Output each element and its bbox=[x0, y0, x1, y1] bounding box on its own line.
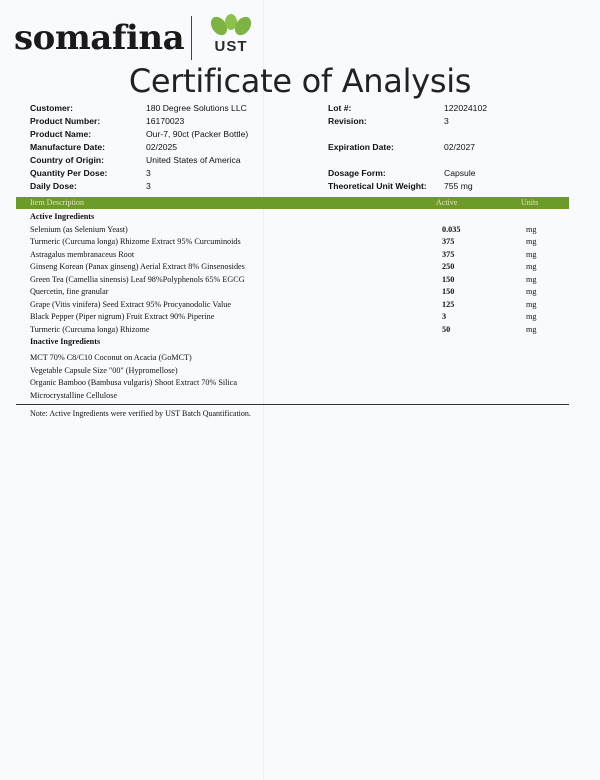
info-value: 122024102 bbox=[444, 103, 488, 113]
info-label: Quantity Per Dose: bbox=[30, 168, 108, 178]
ingredient-name: Astragalus membranaceus Root bbox=[30, 249, 135, 259]
info-value: United States of America bbox=[146, 155, 241, 165]
info-value: Our-7, 90ct (Packer Bottle) bbox=[146, 129, 249, 139]
info-value: 02/2025 bbox=[146, 142, 178, 152]
table-header-bar bbox=[16, 197, 569, 209]
active-amount: 50 bbox=[442, 324, 451, 334]
unit: mg bbox=[526, 249, 537, 259]
ingredient-name: Vegetable Capsule Size "00" (Hypromellose) bbox=[30, 365, 178, 375]
ingredient-name: MCT 70% C8/C10 Coconut on Acacia (GoMCT) bbox=[30, 353, 192, 362]
info-label: Lot #: bbox=[328, 103, 352, 113]
ingredient-name: Turmeric (Curcuma longa) Rhizome Extract 95% Curcuminoids bbox=[30, 237, 241, 246]
unit: mg bbox=[526, 262, 537, 271]
page-title: Certificate of Analysis bbox=[128, 62, 472, 100]
info-label: Daily Dose: bbox=[30, 181, 77, 191]
info-label: Manufacture Date: bbox=[30, 142, 105, 152]
info-label: Expiration Date: bbox=[328, 142, 394, 152]
unit: mg bbox=[526, 324, 537, 334]
unit: mg bbox=[526, 312, 537, 321]
unit: mg bbox=[526, 237, 537, 246]
header-active: Active bbox=[436, 198, 458, 207]
info-label: Product Name: bbox=[30, 129, 92, 139]
brand-logo: somafina bbox=[14, 18, 185, 58]
info-value: 3 bbox=[146, 181, 151, 191]
ingredient-name: Turmeric (Curcuma longa) Rhizome bbox=[30, 324, 150, 334]
info-value: 16170023 bbox=[146, 116, 185, 126]
unit: mg bbox=[526, 274, 537, 284]
info-label: Customer: bbox=[30, 103, 73, 113]
ingredient-name: Microcrystalline Cellulose bbox=[30, 390, 118, 400]
info-label: Dosage Form: bbox=[328, 168, 386, 178]
active-amount: 0.035 bbox=[442, 224, 461, 234]
header-units: Units bbox=[521, 198, 539, 207]
ingredient-name: Organic Bamboo (Bambusa vulgaris) Shoot Extract 70% Silica bbox=[30, 378, 237, 387]
unit: mg bbox=[526, 299, 537, 309]
ust-logo-text: UST bbox=[214, 38, 248, 55]
active-amount: 375 bbox=[442, 249, 455, 259]
active-amount: 250 bbox=[442, 262, 455, 271]
verification-note: Note: Active Ingredients were verified by UST Batch Quantification. bbox=[30, 409, 251, 418]
active-amount: 150 bbox=[442, 274, 455, 284]
active-amount: 150 bbox=[442, 287, 455, 296]
unit: mg bbox=[526, 287, 537, 296]
info-value: 3 bbox=[444, 116, 449, 126]
info-label: Revision: bbox=[328, 116, 367, 126]
section-heading: Active Ingredients bbox=[30, 212, 95, 221]
info-label: Product Number: bbox=[30, 116, 101, 126]
info-value: 3 bbox=[146, 168, 151, 178]
info-value: Capsule bbox=[444, 168, 476, 178]
ingredient-name: Green Tea (Camellia sinensis) Leaf 98%Polyphenols 65% EGCG bbox=[30, 274, 245, 284]
info-label: Country of Origin: bbox=[30, 155, 104, 165]
active-amount: 3 bbox=[442, 312, 447, 321]
info-value: 755 mg bbox=[444, 181, 473, 191]
info-label: Theoretical Unit Weight: bbox=[328, 181, 427, 191]
header-item-description: Item Description bbox=[30, 198, 84, 207]
active-amount: 125 bbox=[442, 299, 455, 309]
info-value: 02/2027 bbox=[444, 142, 476, 152]
table-bottom-rule bbox=[16, 404, 569, 405]
unit: mg bbox=[526, 224, 537, 234]
ingredient-name: Selenium (as Selenium Yeast) bbox=[30, 224, 128, 234]
ingredient-name: Black Pepper (Piper nigrum) Fruit Extract 90% Piperine bbox=[30, 312, 215, 321]
active-amount: 375 bbox=[442, 237, 455, 246]
ingredient-name: Ginseng Korean (Panax ginseng) Aerial Extract 8% Ginsenosides bbox=[30, 262, 245, 271]
paper-fold-line bbox=[263, 0, 264, 780]
logo-divider bbox=[191, 16, 192, 60]
ingredient-name: Quercetin, fine granular bbox=[30, 287, 109, 296]
info-value: 180 Degree Solutions LLC bbox=[146, 103, 247, 113]
ingredient-name: Grape (Vitis vinifera) Seed Extract 95% Procyanodolic Value bbox=[30, 299, 232, 309]
section-heading: Inactive Ingredients bbox=[30, 337, 101, 346]
